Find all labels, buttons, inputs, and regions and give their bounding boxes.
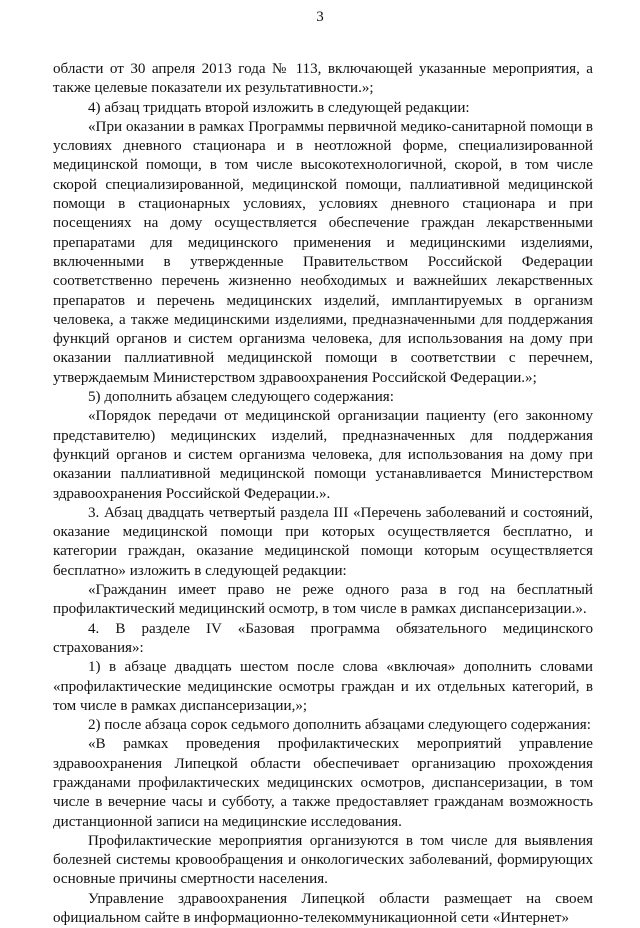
- paragraph: «При оказании в рамках Программы первичной медико-санитарной помощи в условиях дневного стационара и в неотложной форме, специализированной медицинской помощи, в том числе высокотехнологичной, скорой, в том числе скорой специализированной, медицинской помощи, паллиативной медицинской помощи в стационарных условиях, условиях дневного стационара и при посещениях на дому осуществляется обеспечение граждан лекарственными препаратами для медицинского применения и медицинскими изделиями, включенными в утвержденные Правительством Российской Федерации соответственно перечень жизненно необходимых и важнейших лекарственных препаратов и перечень медицинских изделий, имплантируемых в организм человека, а также медицинскими изделиями, предназначенными для поддержания функций органов и систем организма человека, для использования на дому при оказании паллиативной медицинской помощи в соответствии с перечнем, утверждаемым Министерством здравоохранения Российской Федерации.»;: [53, 118, 593, 386]
- page-number: 3: [316, 9, 324, 25]
- paragraph: «Гражданин имеет право не реже одного раза в год на бесплатный профилактический медицинский осмотр, в том числе в рамках диспансеризации.».: [53, 582, 593, 618]
- paragraph: 4. В разделе IV «Базовая программа обязательного медицинского страхования»:: [53, 620, 593, 656]
- paragraph: «Порядок передачи от медицинской организации пациенту (его законному представителю) медицинских изделий, предназначенных для поддержания функций органов и систем организма человека, для использования на дому при оказании паллиативной медицинской помощи устанавливается Министерством здравоохранения Российской Федерации.».: [53, 408, 593, 502]
- paragraph: 5) дополнить абзацем следующего содержания:: [88, 389, 394, 406]
- paragraph: Управление здравоохранения Липецкой области размещает на своем официальном сайте в информационно-телекоммуникационной сети «Интернет»: [53, 890, 593, 927]
- paragraph: 1) в абзаце двадцать шестом после слова «включая» дополнить словами «профилактические медицинские осмотры граждан и их отдельных категорий, в том числе в рамках диспансеризации,»;: [53, 659, 593, 714]
- document-body: [53, 60, 593, 928]
- paragraph: Профилактические мероприятия организуются в том числе для выявления болезней системы кровообращения и онкологических заболеваний, формирующих основные причины смертности населения.: [53, 832, 593, 888]
- paragraph: 4) абзац тридцать второй изложить в следующей редакции:: [88, 99, 470, 116]
- paragraph: области от 30 апреля 2013 года № 113, включающей указанные мероприятия, а также целевые показатели их результативности.»;: [53, 61, 593, 97]
- paragraph: 2) после абзаца сорок седьмого дополнить абзацами следующего содержания:: [88, 717, 591, 734]
- paragraph: «В рамках проведения профилактических мероприятий управление здравоохранения Липецкой области обеспечивает организацию прохождения гражданами профилактических медицинских осмотров, диспансеризации, в том числе в вечерние часы и субботу, а также предоставляет гражданам возможность дистанционной записи на медицинские исследования.: [53, 736, 593, 830]
- paragraph: 3. Абзац двадцать четвертый раздела III «Перечень заболеваний и состояний, оказание медицинской помощи при которых осуществляется бесплатно, и категории граждан, оказание медицинской помощи которым осуществляется бесплатно» изложить в следующей редакции:: [53, 504, 593, 579]
